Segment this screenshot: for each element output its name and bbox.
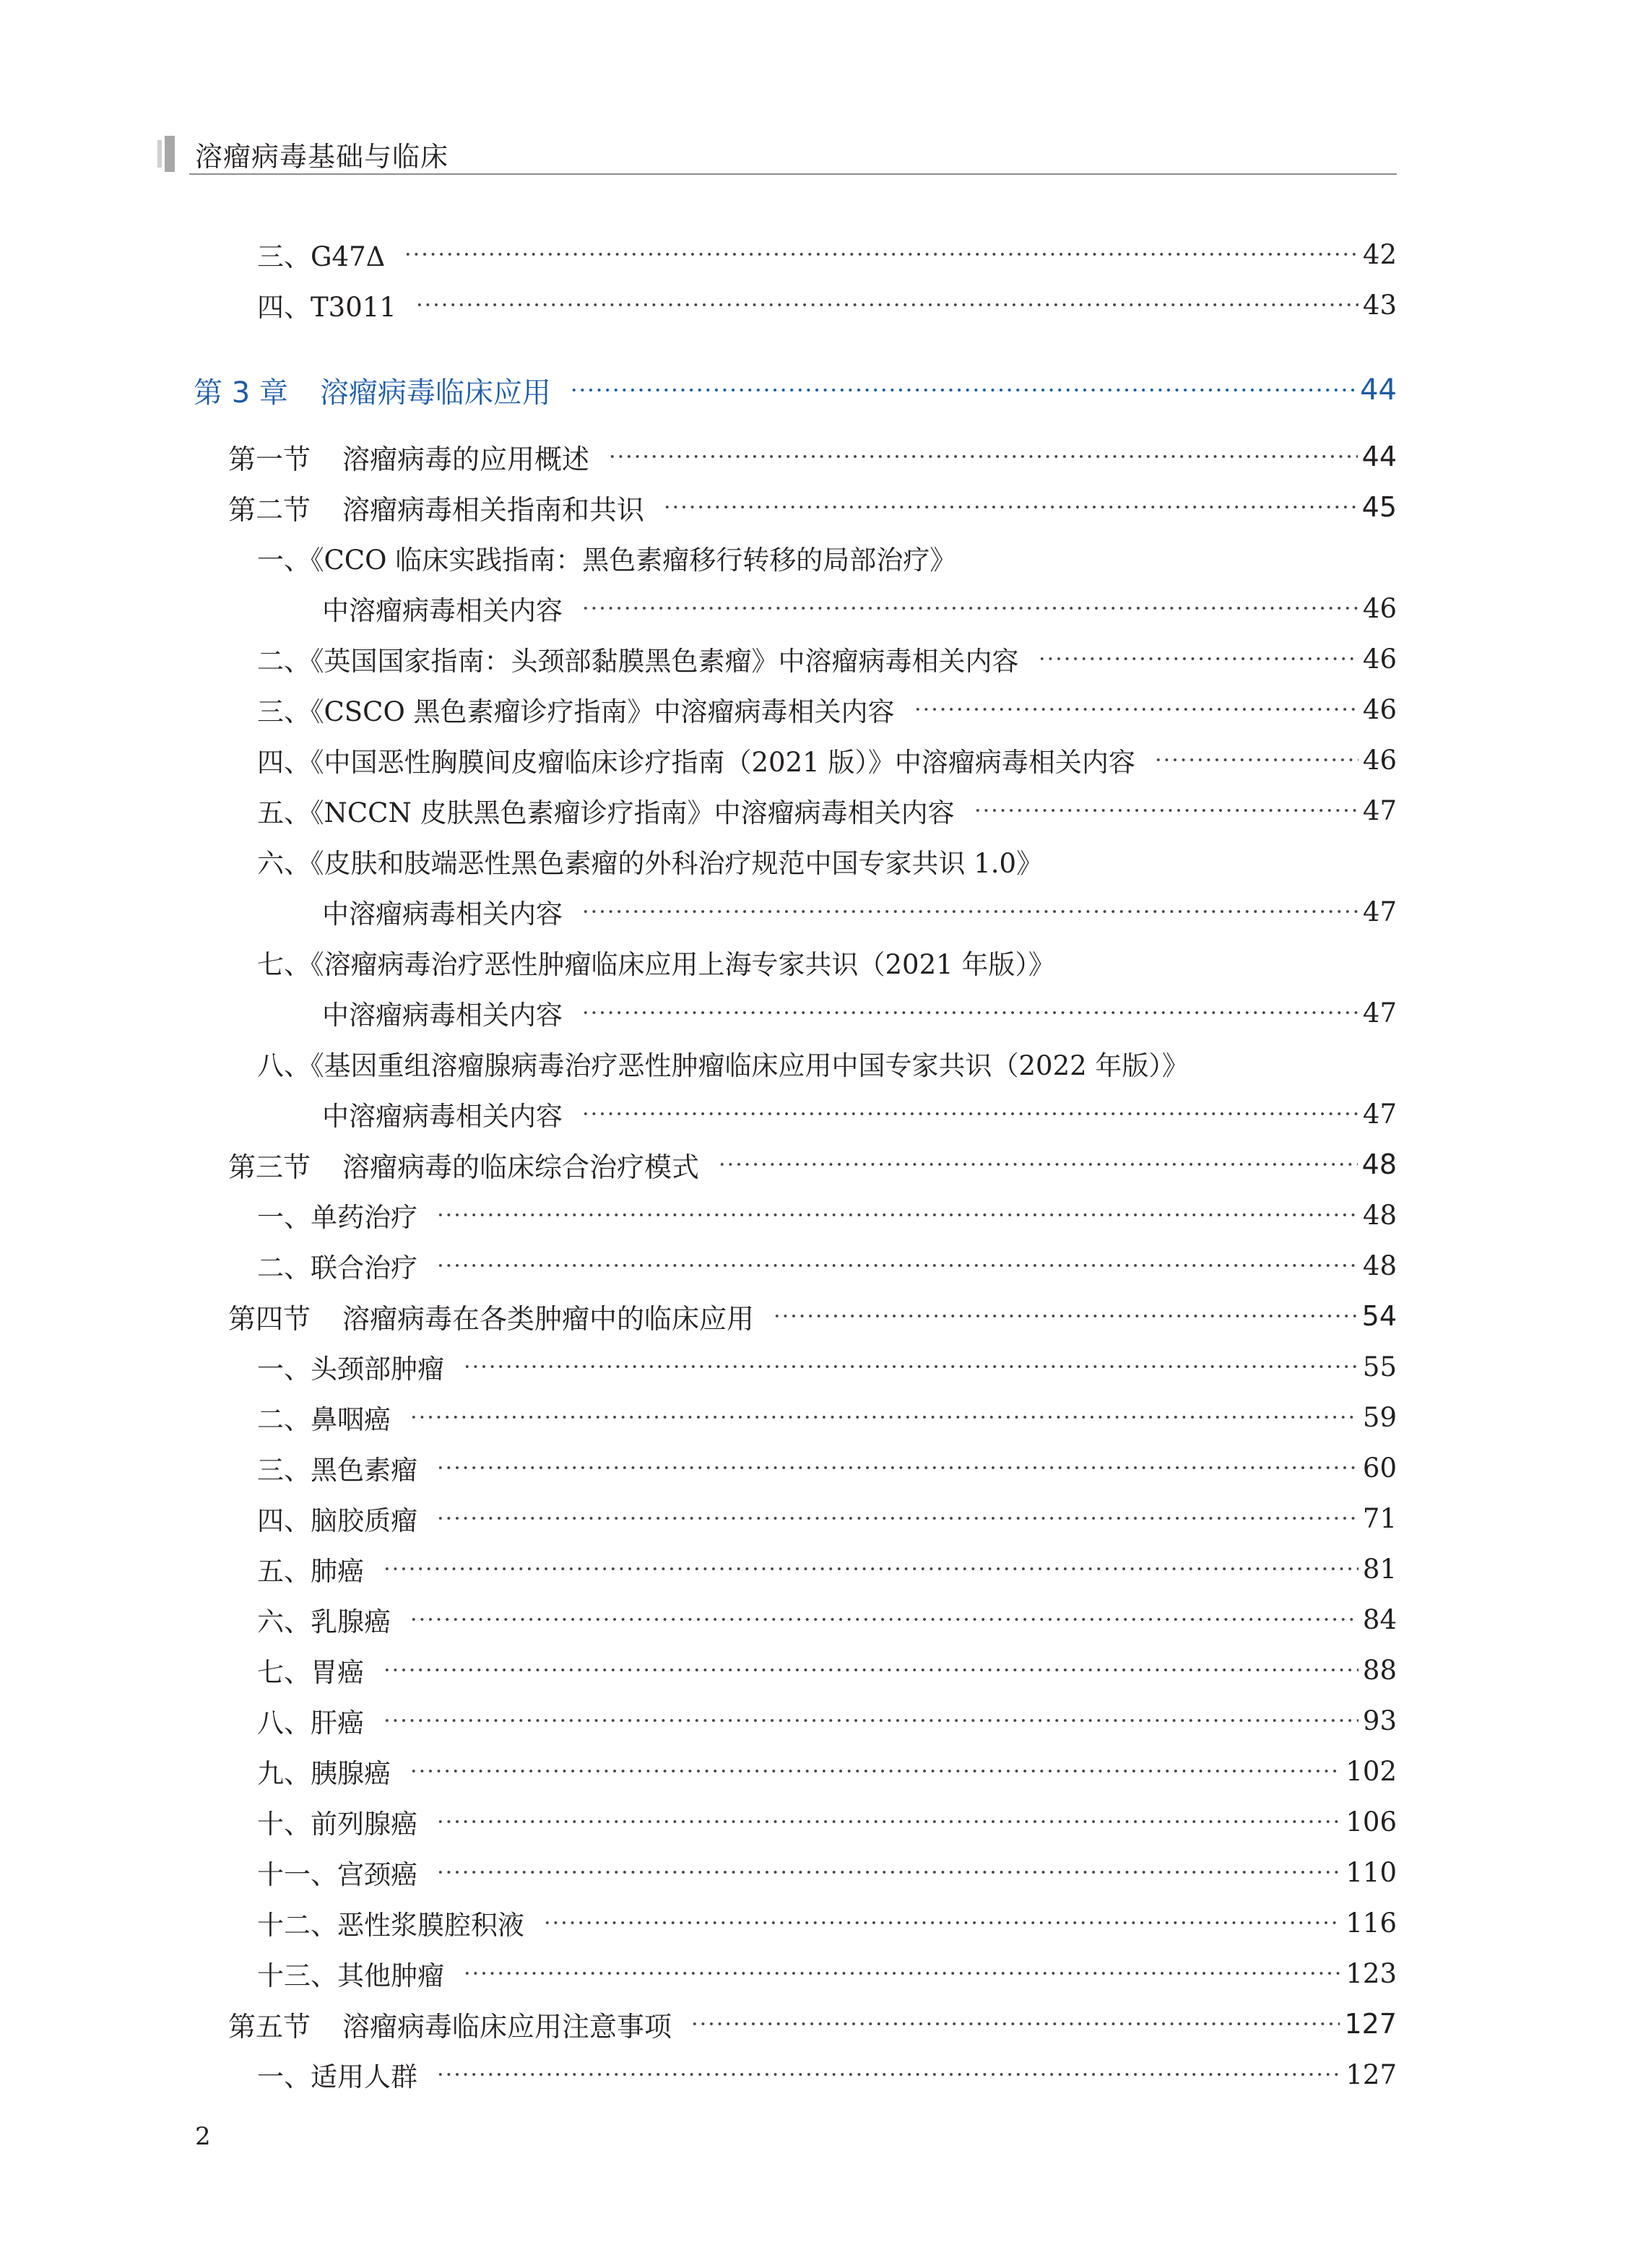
toc-entry[interactable]: 五、《NCCN 皮肤黑色素瘤诊疗指南》中溶瘤病毒相关内容 47: [257, 795, 1397, 828]
toc-entry[interactable]: 四、脑胶质瘤 71: [257, 1502, 1397, 1536]
toc-entry[interactable]: 中溶瘤病毒相关内容 47: [322, 896, 1397, 930]
toc-section-heading[interactable]: 第五节 溶瘤病毒临床应用注意事项 127: [228, 2008, 1397, 2043]
toc-entry[interactable]: 十、前列腺癌 106: [257, 1806, 1397, 1840]
toc-entry[interactable]: 九、胰腺癌 102: [257, 1755, 1397, 1789]
toc-entry[interactable]: 二、《英国国家指南：头颈部黏膜黑色素瘤》中溶瘤病毒相关内容 46: [257, 643, 1397, 677]
toc-section-heading[interactable]: 第二节 溶瘤病毒相关指南和共识 45: [228, 491, 1397, 526]
toc-entry-line[interactable]: 七、《溶瘤病毒治疗恶性肿瘤临床应用上海专家共识（2021 年版）》: [257, 949, 1055, 980]
toc-entry-line[interactable]: 八、《基因重组溶瘤腺病毒治疗恶性肿瘤临床应用中国专家共识（2022 年版）》: [257, 1050, 1189, 1081]
toc-entry-line[interactable]: 六、《皮肤和肢端恶性黑色素瘤的外科治疗规范中国专家共识 1.0》: [257, 848, 1044, 879]
toc-section-heading[interactable]: 第三节 溶瘤病毒的临床综合治疗模式 48: [228, 1148, 1397, 1183]
toc-entry[interactable]: 一、单药治疗 48: [257, 1199, 1397, 1233]
toc-entry[interactable]: 七、胃癌 88: [257, 1654, 1397, 1688]
toc-entry-line[interactable]: 一、《CCO 临床实践指南：黑色素瘤移行转移的局部治疗》: [257, 545, 957, 576]
toc-entry[interactable]: 二、联合治疗 48: [257, 1250, 1397, 1284]
toc-entry[interactable]: 中溶瘤病毒相关内容 47: [322, 1098, 1397, 1132]
toc-entry[interactable]: 中溶瘤病毒相关内容 47: [322, 997, 1397, 1031]
toc-entry[interactable]: 十二、恶性浆膜腔积液 116: [257, 1907, 1397, 1941]
toc-entry[interactable]: 一、适用人群 127: [257, 2059, 1397, 2092]
toc-entry[interactable]: 三、《CSCO 黑色素瘤诊疗指南》中溶瘤病毒相关内容 46: [257, 693, 1397, 727]
toc-entry[interactable]: 十一、宫颈癌 110: [257, 1856, 1397, 1890]
toc-entry[interactable]: 六、乳腺癌 84: [257, 1603, 1397, 1637]
toc-entry[interactable]: 三、黑色素瘤 60: [257, 1452, 1397, 1486]
toc-entry[interactable]: 四、《中国恶性胸膜间皮瘤临床诊疗指南（2021 版）》中溶瘤病毒相关内容 46: [257, 744, 1397, 778]
toc-entry[interactable]: 八、肝癌 93: [257, 1705, 1397, 1739]
toc-entry[interactable]: 中溶瘤病毒相关内容 46: [322, 592, 1397, 626]
toc-entry[interactable]: 二、鼻咽癌 59: [257, 1401, 1397, 1435]
toc-chapter-heading[interactable]: 第 3 章 溶瘤病毒临床应用 44: [194, 373, 1397, 410]
toc-entry[interactable]: 四、T3011 43: [257, 289, 1397, 323]
toc-entry[interactable]: 三、G47Δ 42: [257, 238, 1397, 272]
toc-entry[interactable]: 五、肺癌 81: [257, 1553, 1397, 1587]
toc-section-heading[interactable]: 第四节 溶瘤病毒在各类肿瘤中的临床应用 54: [228, 1300, 1397, 1335]
toc-entry[interactable]: 十三、其他肿瘤 123: [257, 1957, 1397, 1991]
book-title: 溶瘤病毒基础与临床: [195, 141, 449, 173]
toc-entry[interactable]: 一、头颈部肿瘤 55: [257, 1351, 1397, 1385]
page-number: 2: [195, 2122, 211, 2151]
toc-section-heading[interactable]: 第一节 溶瘤病毒的应用概述 44: [228, 441, 1397, 475]
